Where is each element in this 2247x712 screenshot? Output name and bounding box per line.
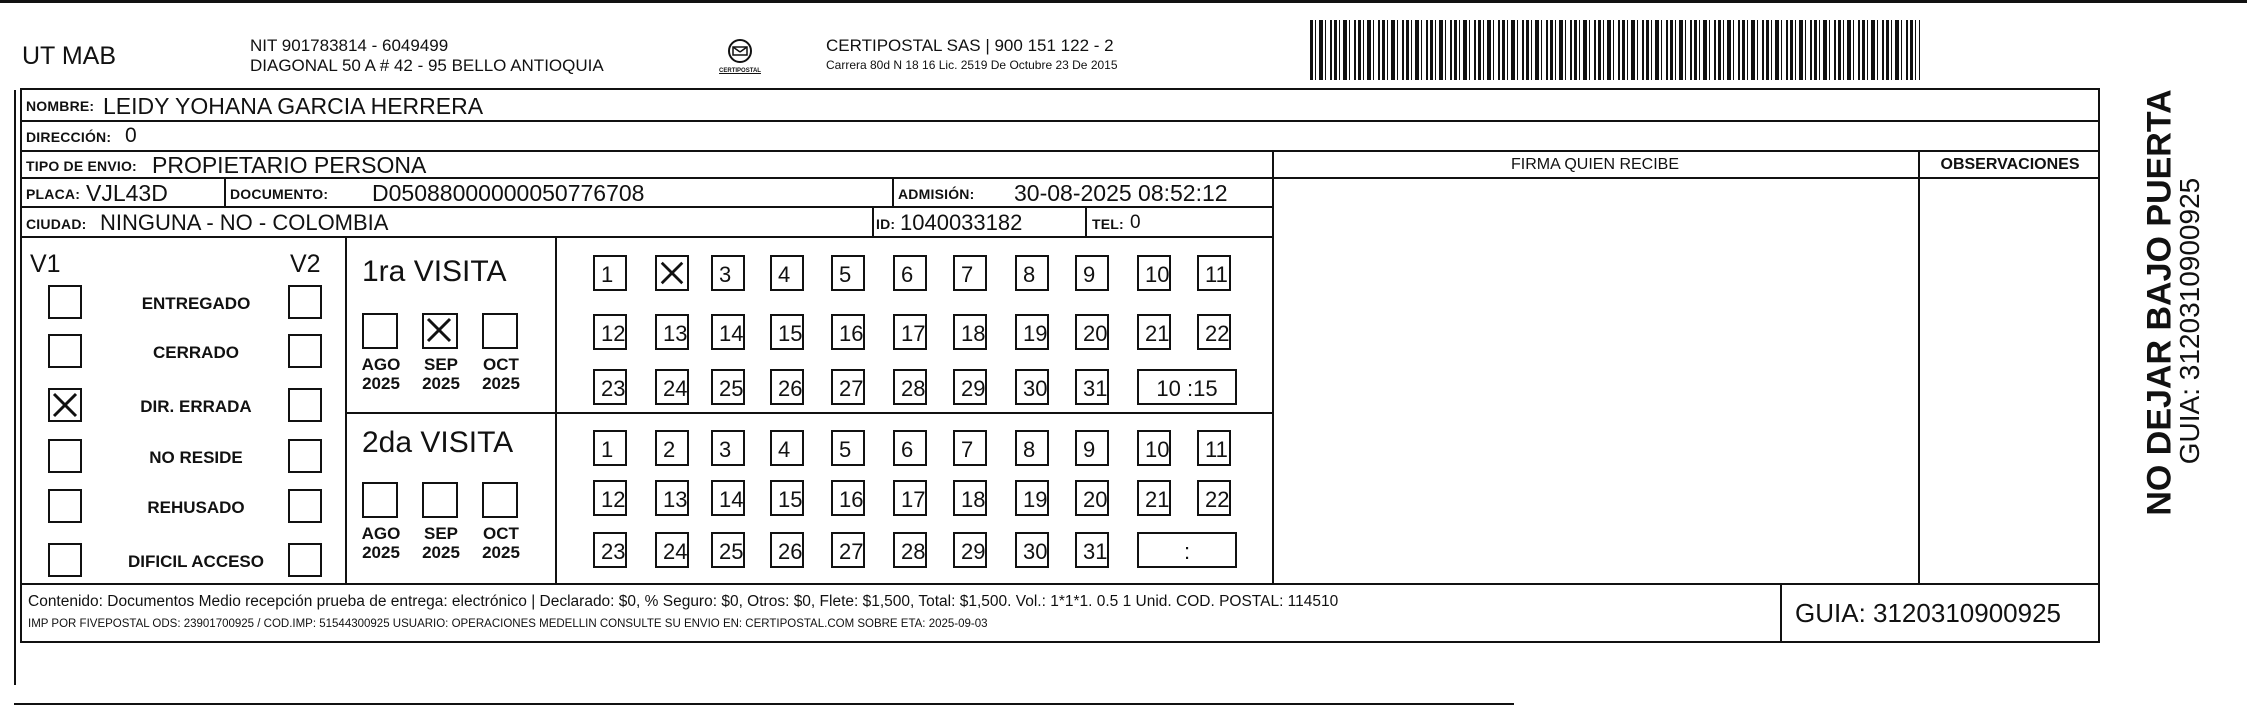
ciudad-label: CIUDAD: — [26, 216, 87, 232]
status-label: REHUSADO — [147, 498, 245, 517]
day-box[interactable] — [593, 532, 627, 568]
day-number: 7 — [961, 437, 974, 462]
day-box[interactable] — [655, 314, 689, 350]
company-name: UT MAB — [22, 42, 116, 70]
day-box[interactable] — [1137, 314, 1171, 350]
day-box[interactable] — [831, 532, 865, 568]
day-box[interactable] — [1015, 255, 1049, 291]
day-number: 25 — [719, 539, 744, 564]
nombre-label: NOMBRE: — [26, 98, 95, 114]
row-line — [20, 120, 2100, 122]
day-box[interactable] — [770, 430, 804, 466]
v1-checkbox[interactable] — [48, 388, 82, 422]
side-text — [2100, 90, 2240, 560]
v2-checkbox[interactable] — [288, 334, 322, 368]
tipo-envio-label: TIPO DE ENVIO: — [26, 158, 137, 174]
tipo-envio-value: PROPIETARIO PERSONA — [152, 152, 427, 178]
certipostal-title: CERTIPOSTAL SAS | 900 151 122 - 2 — [826, 36, 1114, 55]
tel-value: 0 — [1130, 212, 1141, 233]
top-border — [0, 0, 2247, 3]
day-box[interactable] — [893, 255, 927, 291]
year-label: 2025 — [362, 374, 400, 393]
day-box[interactable] — [1075, 369, 1109, 405]
day-number: 11 — [1205, 262, 1228, 287]
col-line — [224, 177, 226, 206]
col-line — [555, 236, 557, 583]
month-label: AGO — [361, 524, 401, 543]
status-label: CERRADO — [153, 343, 239, 362]
v1-checkbox[interactable] — [48, 334, 82, 368]
day-number: 30 — [1023, 376, 1048, 401]
day-number: 3 — [719, 437, 732, 462]
day-box[interactable] — [655, 255, 689, 291]
day-box[interactable] — [593, 314, 627, 350]
visita2-title: 2da VISITA — [362, 426, 514, 459]
row-line — [20, 236, 1274, 238]
day-box[interactable] — [1075, 430, 1109, 466]
day-box[interactable] — [1137, 430, 1171, 466]
v2-checkbox[interactable] — [288, 388, 322, 422]
direccion-value: 0 — [125, 124, 137, 147]
day-box[interactable] — [1137, 480, 1171, 516]
day-number: 24 — [663, 539, 688, 564]
admision-value: 30-08-2025 08:52:12 — [1014, 180, 1228, 206]
day-box[interactable] — [655, 369, 689, 405]
footer-line1: Contenido: Documentos Medio recepción prueba de entrega: electrónico | Declarado: $0, % Seguro: $0, Otros: $0, Flete: $1,500, Total: $1,500. Vol.: 1*1*1. 0.5 1 Unid. COD. POSTAL: 114510 — [28, 593, 1339, 610]
day-number: 5 — [839, 262, 852, 287]
day-box[interactable] — [1197, 255, 1231, 291]
placa-value: VJL43D — [86, 180, 168, 206]
day-box[interactable] — [1197, 480, 1231, 516]
day-number: 17 — [901, 487, 926, 512]
day-number: 31 — [1083, 376, 1108, 401]
status-label: NO RESIDE — [149, 448, 243, 467]
day-number: 5 — [839, 437, 852, 462]
day-box[interactable] — [593, 430, 627, 466]
day-box[interactable] — [770, 480, 804, 516]
day-number: 16 — [839, 321, 864, 346]
nit: NIT 901783814 - 6049499 — [250, 36, 449, 55]
month-label: SEP — [423, 524, 459, 543]
v2-checkbox[interactable] — [288, 489, 322, 523]
day-box[interactable] — [593, 255, 627, 291]
day-number: 25 — [719, 376, 744, 401]
certipostal-subtitle: Carrera 80d N 18 16 Lic. 2519 De Octubre 23 De 2015 — [826, 58, 1118, 72]
day-box[interactable] — [1075, 480, 1109, 516]
x-mark-icon — [658, 258, 686, 288]
month-checkbox[interactable] — [422, 482, 458, 518]
day-number: 21 — [1145, 321, 1170, 346]
id-value: 1040033182 — [900, 210, 1023, 235]
day-box[interactable] — [711, 369, 745, 405]
day-number: 12 — [601, 321, 626, 346]
day-box[interactable] — [831, 314, 865, 350]
day-box[interactable] — [770, 532, 804, 568]
day-number: 8 — [1023, 262, 1036, 287]
v2-checkbox[interactable] — [288, 285, 322, 319]
v1-checkbox[interactable] — [48, 439, 82, 473]
day-number: 1 — [601, 437, 614, 462]
day-number: 13 — [663, 321, 688, 346]
v1-checkbox[interactable] — [48, 285, 82, 319]
time-value: : — [1183, 539, 1191, 564]
admision-label: ADMISIÓN: — [898, 186, 975, 202]
month-checkbox[interactable] — [482, 313, 518, 349]
day-number: 30 — [1023, 539, 1048, 564]
day-box[interactable] — [893, 532, 927, 568]
day-number: 3 — [719, 262, 732, 287]
col-line — [345, 236, 347, 583]
day-number: 14 — [719, 487, 744, 512]
v1-label: V1 — [30, 250, 61, 278]
visita1-title: 1ra VISITA — [362, 255, 507, 288]
day-box[interactable] — [953, 480, 987, 516]
firma-label: FIRMA QUIEN RECIBE — [1510, 156, 1680, 173]
day-number: 10 — [1145, 437, 1170, 462]
day-box[interactable] — [1015, 480, 1049, 516]
day-number: 28 — [901, 376, 926, 401]
day-box[interactable] — [831, 480, 865, 516]
day-box[interactable] — [711, 255, 745, 291]
footer-guia: GUIA: 3120310900925 — [1795, 598, 2061, 628]
col-line — [1085, 206, 1087, 236]
day-number: 31 — [1083, 539, 1108, 564]
year-label: 2025 — [482, 374, 520, 393]
day-number: 24 — [663, 376, 688, 401]
day-box[interactable] — [953, 369, 987, 405]
time-box[interactable] — [1137, 532, 1237, 568]
day-box[interactable] — [1015, 314, 1049, 350]
day-number: 23 — [601, 376, 626, 401]
documento-label: DOCUMENTO: — [230, 186, 329, 202]
v1-checkbox[interactable] — [48, 543, 82, 577]
v2-label: V2 — [290, 250, 321, 278]
day-number: 6 — [901, 262, 914, 287]
observaciones-label: OBSERVACIONES — [1940, 156, 2080, 173]
bottom-edge — [14, 703, 1514, 705]
day-number: 22 — [1205, 321, 1230, 346]
day-number: 6 — [901, 437, 914, 462]
day-number: 4 — [778, 437, 791, 462]
day-box[interactable] — [593, 480, 627, 516]
nombre-value: LEIDY YOHANA GARCIA HERRERA — [103, 93, 484, 119]
day-box[interactable] — [655, 532, 689, 568]
day-box[interactable] — [1197, 314, 1231, 350]
documento-value: D05088000000050776708 — [372, 180, 645, 206]
day-box[interactable] — [711, 480, 745, 516]
col-line — [892, 177, 894, 206]
col-line — [1780, 583, 1782, 643]
footer-line2: IMP POR FIVEPOSTAL ODS: 23901700925 / COD.IMP: 51544300925 USUARIO: OPERACIONES MEDELLIN CONSULTE SU ENVIO EN: CERTIPOSTAL.COM SOBRE ETA: 2025-09-03 — [28, 618, 988, 630]
month-label: OCT — [483, 355, 519, 374]
barcode — [1310, 20, 1920, 80]
x-mark-icon — [424, 315, 454, 345]
day-box[interactable] — [711, 430, 745, 466]
day-box[interactable] — [831, 255, 865, 291]
day-number: 20 — [1083, 487, 1108, 512]
day-number: 9 — [1083, 437, 1096, 462]
day-number: 28 — [901, 539, 926, 564]
day-box[interactable] — [1015, 369, 1049, 405]
day-box[interactable] — [893, 480, 927, 516]
day-number: 8 — [1023, 437, 1036, 462]
day-box[interactable] — [893, 369, 927, 405]
day-number: 15 — [778, 487, 803, 512]
month-checkbox[interactable] — [362, 482, 398, 518]
month-label: SEP — [423, 355, 459, 374]
day-number: 21 — [1145, 487, 1170, 512]
sender-address: DIAGONAL 50 A # 42 - 95 BELLO ANTIOQUIA — [250, 56, 604, 75]
year-label: 2025 — [482, 543, 520, 562]
status-label: ENTREGADO — [141, 294, 251, 313]
v2-checkbox[interactable] — [288, 439, 322, 473]
day-number: 16 — [839, 487, 864, 512]
day-box[interactable] — [1075, 532, 1109, 568]
day-number: 13 — [663, 487, 688, 512]
col-line — [1272, 150, 1274, 583]
day-number: 4 — [778, 262, 791, 287]
status-label: DIR. ERRADA — [140, 397, 252, 416]
day-box[interactable] — [893, 430, 927, 466]
day-number: 22 — [1205, 487, 1230, 512]
month-checkbox[interactable] — [422, 313, 458, 349]
v2-checkbox[interactable] — [288, 543, 322, 577]
day-box[interactable] — [711, 314, 745, 350]
day-box[interactable] — [1015, 532, 1049, 568]
side-guia-text: GUIA: 3120310900925 — [2174, 177, 2205, 465]
direccion-label: DIRECCIÓN: — [26, 129, 112, 145]
day-number: 19 — [1023, 321, 1048, 346]
day-box[interactable] — [770, 255, 804, 291]
tel-label: TEL: — [1092, 216, 1124, 232]
day-box[interactable] — [953, 255, 987, 291]
day-number: 14 — [719, 321, 744, 346]
day-box[interactable] — [953, 532, 987, 568]
day-number: 27 — [839, 376, 864, 401]
year-label: 2025 — [362, 543, 400, 562]
day-number: 7 — [961, 262, 974, 287]
month-label: OCT — [483, 524, 519, 543]
day-number: 27 — [839, 539, 864, 564]
day-box[interactable] — [1075, 314, 1109, 350]
year-label: 2025 — [422, 374, 460, 393]
day-box[interactable] — [770, 314, 804, 350]
no-dejar-text: NO DEJAR BAJO PUERTA — [2140, 89, 2179, 516]
day-number: 19 — [1023, 487, 1048, 512]
day-box[interactable] — [770, 369, 804, 405]
logo-text: CERTIPOSTAL — [719, 68, 761, 74]
day-number: 26 — [778, 539, 803, 564]
day-box[interactable] — [1075, 255, 1109, 291]
day-box[interactable] — [1015, 430, 1049, 466]
day-box[interactable] — [1197, 430, 1231, 466]
day-number: 18 — [961, 487, 986, 512]
day-number: 26 — [778, 376, 803, 401]
col-line — [872, 206, 874, 236]
month-label: AGO — [361, 355, 401, 374]
id-label: ID: — [876, 216, 896, 232]
row-line — [20, 583, 2100, 585]
day-number: 10 — [1145, 262, 1170, 287]
day-number: 20 — [1083, 321, 1108, 346]
row-line — [20, 245, 1274, 246]
day-box[interactable] — [893, 314, 927, 350]
day-number: 12 — [601, 487, 626, 512]
day-box[interactable] — [953, 430, 987, 466]
day-box[interactable] — [831, 430, 865, 466]
month-checkbox[interactable] — [482, 482, 518, 518]
day-box[interactable] — [1137, 255, 1171, 291]
x-mark-icon — [50, 390, 80, 420]
day-box[interactable] — [831, 369, 865, 405]
col-line — [1918, 150, 1920, 583]
day-box[interactable] — [953, 314, 987, 350]
v1-checkbox[interactable] — [48, 489, 82, 523]
day-number: 29 — [961, 376, 986, 401]
day-number: 11 — [1205, 437, 1228, 462]
day-number: 2 — [663, 437, 676, 462]
time-box[interactable] — [1137, 369, 1237, 405]
left-edge — [14, 90, 16, 685]
day-number: 15 — [778, 321, 803, 346]
day-box[interactable] — [655, 430, 689, 466]
day-number: 29 — [961, 539, 986, 564]
day-number: 1 — [601, 262, 614, 287]
ciudad-value: NINGUNA - NO - COLOMBIA — [100, 210, 389, 235]
day-box[interactable] — [711, 532, 745, 568]
certipostal-logo — [715, 34, 765, 84]
time-value: 10 :15 — [1156, 376, 1218, 401]
status-label: DIFICIL ACCESO — [127, 552, 264, 571]
day-number: 17 — [901, 321, 926, 346]
row-line — [345, 412, 1273, 414]
day-box[interactable] — [655, 480, 689, 516]
day-number: 18 — [961, 321, 986, 346]
day-number: 23 — [601, 539, 626, 564]
day-number: 9 — [1083, 262, 1096, 287]
logo-icon — [715, 34, 765, 84]
day-box[interactable] — [593, 369, 627, 405]
year-label: 2025 — [422, 543, 460, 562]
month-checkbox[interactable] — [362, 313, 398, 349]
placa-label: PLACA: — [26, 186, 81, 202]
